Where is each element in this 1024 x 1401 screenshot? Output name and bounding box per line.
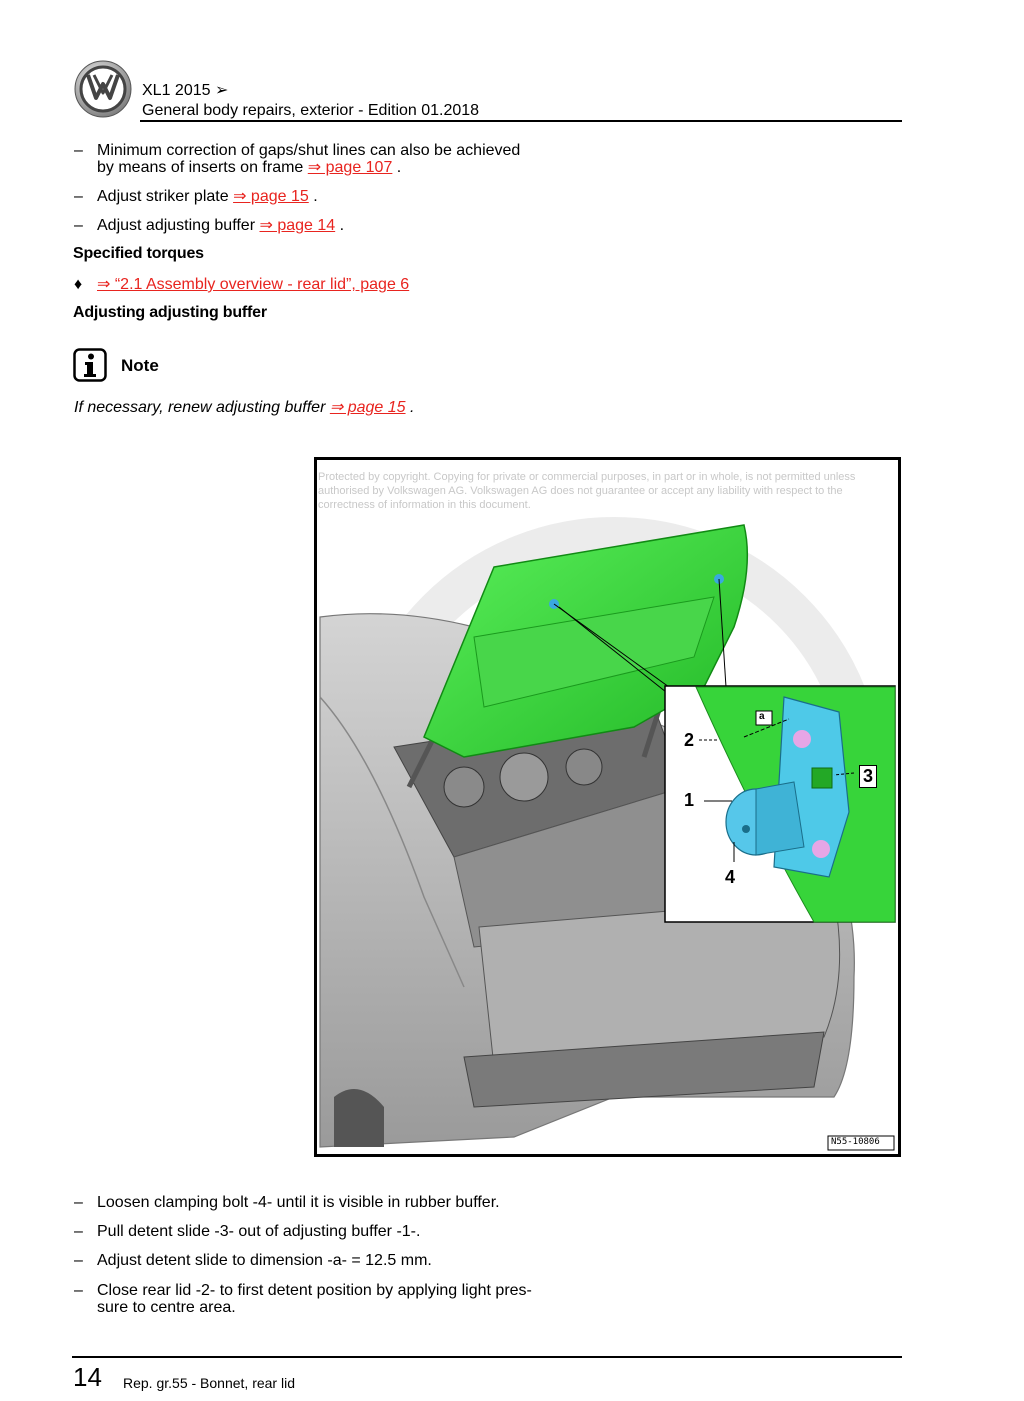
step-tail: . — [308, 188, 318, 205]
rear-lid-figure — [314, 457, 901, 1157]
step-dash: – — [74, 1282, 83, 1299]
info-icon — [73, 348, 107, 382]
step-text: Adjust detent slide to dimension -a- = 12.5 mm. — [97, 1252, 432, 1269]
header-model: XL1 2015 ➢ — [142, 82, 229, 99]
step-dash: – — [74, 188, 83, 205]
page-15-link[interactable]: ⇒ page 15 — [233, 188, 309, 205]
step-tail: . — [335, 217, 345, 234]
step-text: Adjust striker plate — [97, 188, 234, 205]
step-text: Close rear lid -2- to first detent position by applying light pres- — [97, 1282, 532, 1299]
note-label: Note — [121, 356, 159, 375]
assembly-overview-link[interactable]: ⇒ “2.1 Assembly overview - rear lid”, page 6 — [97, 276, 410, 293]
header-rule — [140, 120, 902, 122]
footer-text: Rep. gr.55 - Bonnet, rear lid — [123, 1375, 295, 1391]
note-page-15-link[interactable]: ⇒ page 15 — [329, 399, 406, 416]
step-dash: – — [74, 217, 83, 234]
diamond-bullet-icon: ♦ — [74, 276, 83, 293]
callout-1: 1 — [684, 790, 695, 810]
header-title: General body repairs, exterior - Edition 01.2018 — [142, 102, 480, 119]
callout-3: 3 — [859, 765, 877, 788]
callout-4: 4 — [725, 867, 736, 887]
dimension-label: a — [759, 711, 765, 722]
figure-code: N55-10806 — [831, 1137, 880, 1147]
step-text: by means of inserts on frame — [97, 159, 308, 176]
step-text: Pull detent slide -3- out of adjusting buffer -1-. — [97, 1223, 421, 1240]
step-dash: – — [74, 1194, 83, 1211]
vw-logo-icon — [74, 60, 132, 118]
note-tail: . — [405, 399, 415, 416]
step-tail: . — [392, 159, 402, 176]
callout-2: 2 — [684, 730, 695, 750]
footer-rule — [72, 1356, 902, 1358]
step-text: Loosen clamping bolt -4- until it is visible in rubber buffer. — [97, 1194, 500, 1211]
step-dash: – — [74, 142, 83, 159]
step-text: Adjust adjusting buffer — [97, 217, 260, 234]
torques-heading: Specified torques — [73, 245, 204, 262]
step-text: Minimum correction of gaps/shut lines can also be achieved — [97, 142, 521, 159]
step-dash: – — [74, 1252, 83, 1269]
page-14-link[interactable]: ⇒ page 14 — [259, 217, 336, 234]
note-body: If necessary, renew adjusting buffer — [74, 399, 330, 416]
page-107-link[interactable]: ⇒ page 107 — [307, 159, 393, 176]
section-heading: Adjusting adjusting buffer — [73, 304, 267, 321]
page-number: 14 — [73, 1362, 102, 1392]
note-text — [74, 397, 414, 417]
copyright-watermark: Protected by copyright. Copying for private or commercial purposes, in part or in whole, is not permitted unless authorised by Volkswagen AG. Volkswagen AG does not guarantee or accept any liability with respect to the correctness of information in this document. — [318, 471, 856, 511]
step-text: sure to centre area. — [97, 1299, 236, 1316]
step-dash: – — [74, 1223, 83, 1240]
